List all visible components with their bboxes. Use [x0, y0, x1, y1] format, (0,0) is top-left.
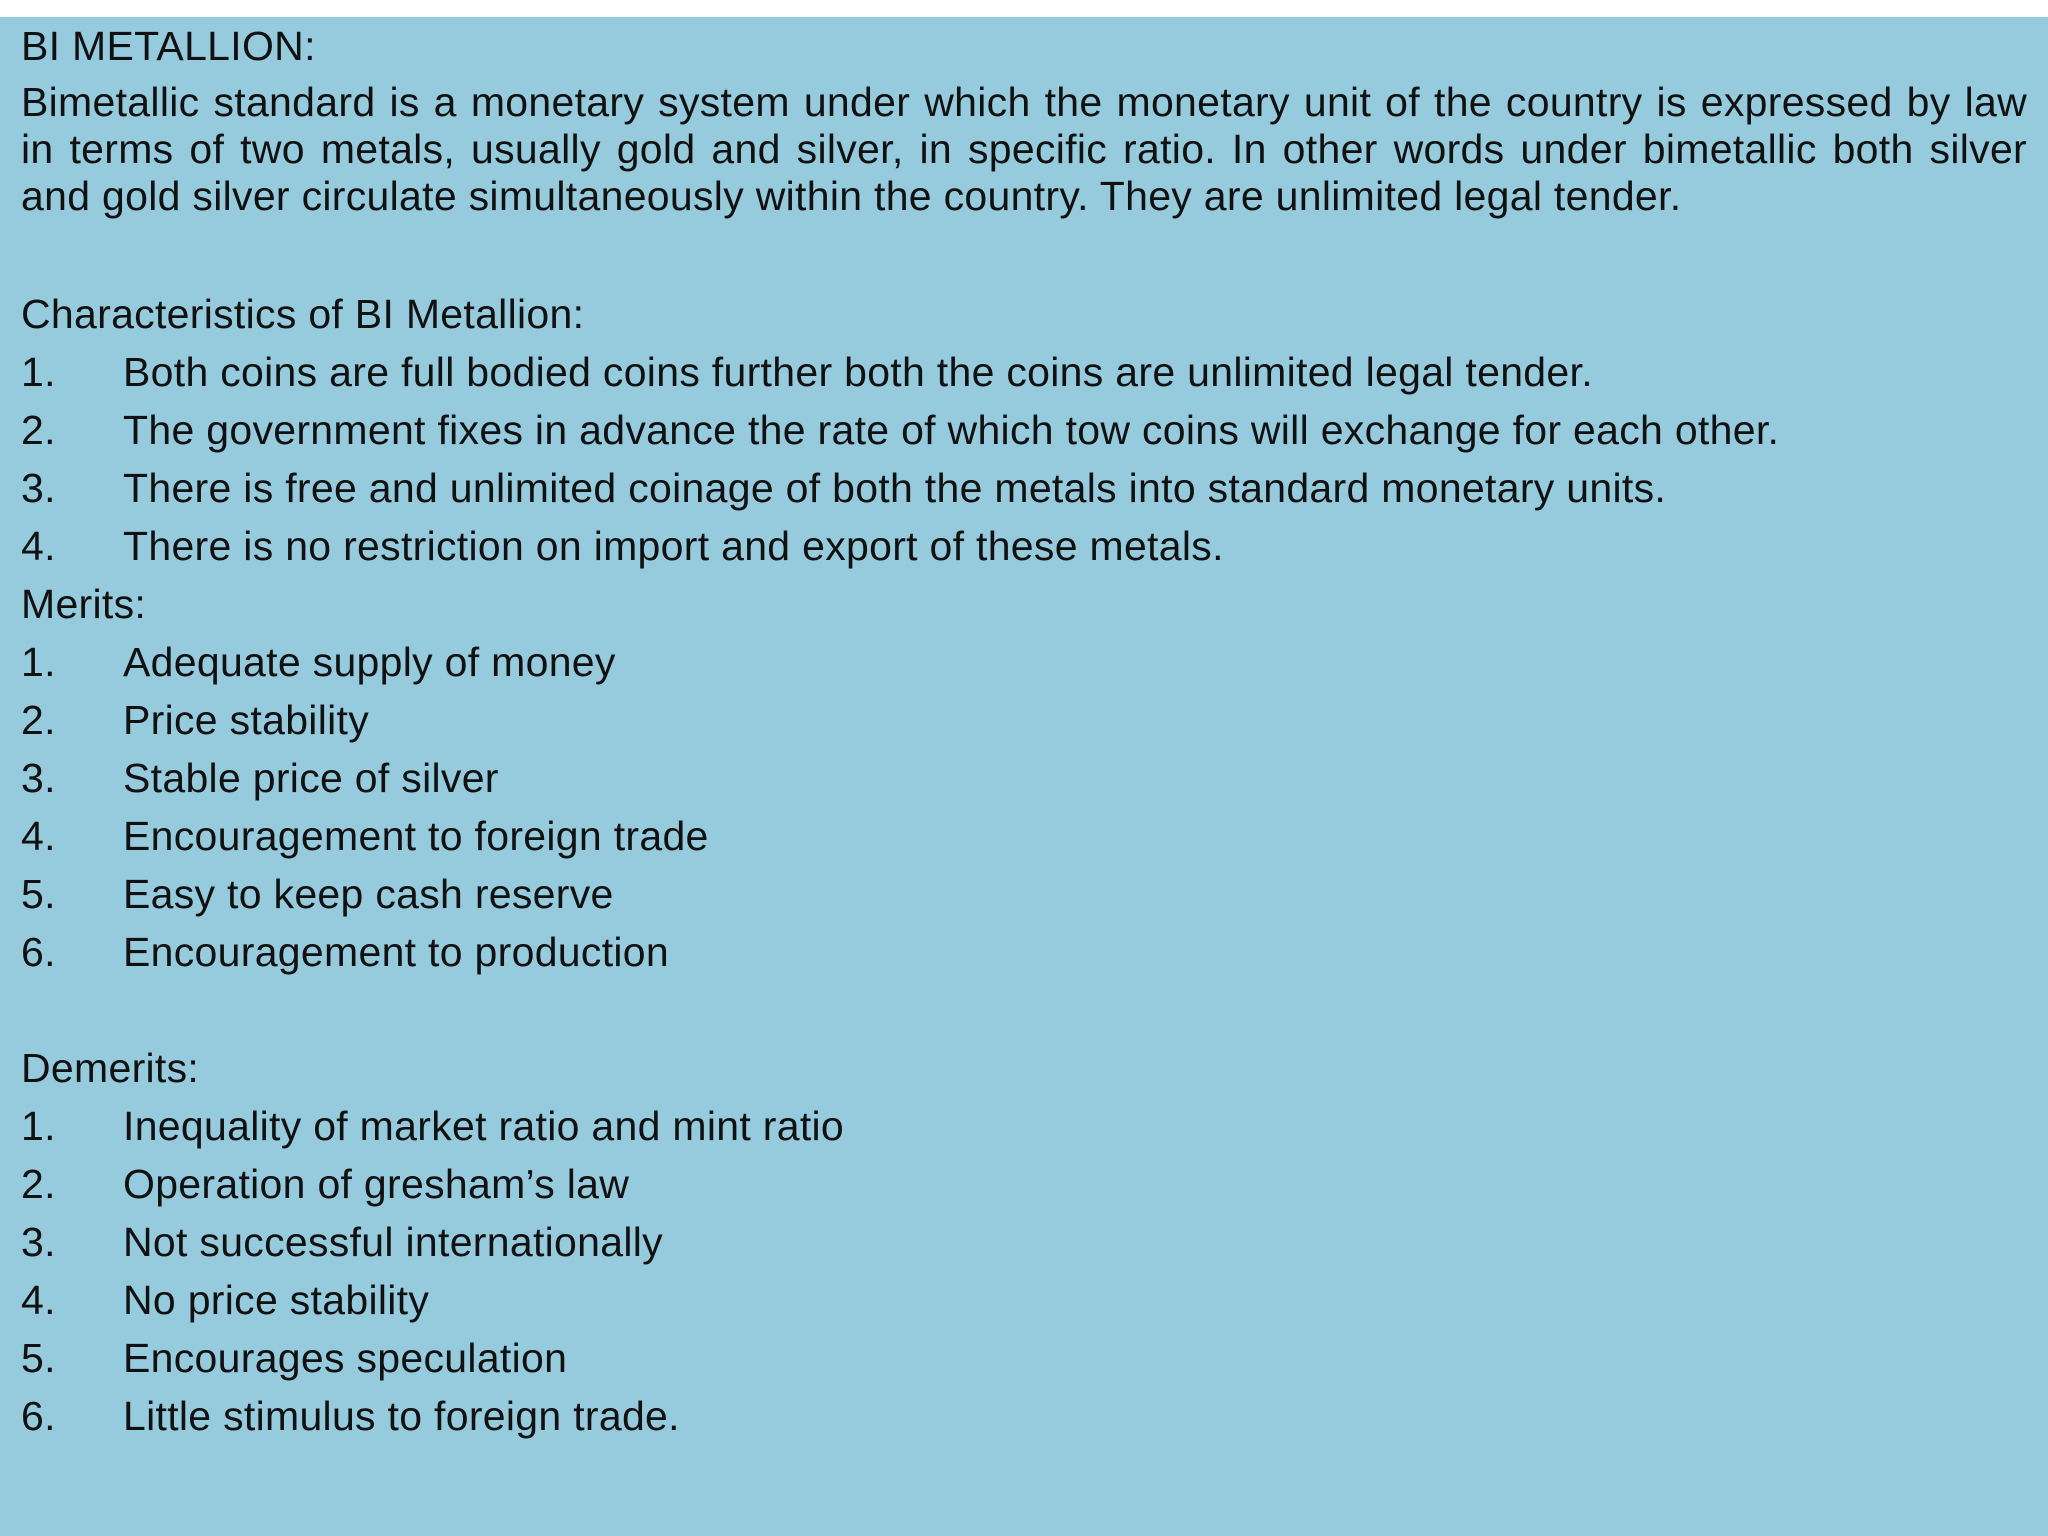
merits-list [21, 633, 2027, 981]
list-number: 6. [21, 929, 56, 975]
list-item [21, 517, 2027, 575]
list-text: There is free and unlimited coinage of both the metals into standard monetary units. [123, 465, 1667, 511]
list-item [21, 459, 2027, 517]
list-text: Operation of gresham’s law [123, 1161, 630, 1207]
list-number: 5. [21, 1335, 56, 1381]
list-item [21, 865, 2027, 923]
list-item [21, 633, 2027, 691]
list-number: 3. [21, 755, 56, 801]
demerits-list [21, 1097, 2027, 1445]
list-text: Easy to keep cash reserve [123, 871, 614, 917]
list-text: The government fixes in advance the rate of which tow coins will exchange for each other. [123, 407, 1780, 453]
list-number: 2. [21, 697, 56, 743]
list-text: Adequate supply of money [123, 639, 616, 685]
list-number: 3. [21, 465, 56, 511]
list-text: Encouragement to foreign trade [123, 813, 709, 859]
characteristics-heading: Characteristics of BI Metallion: [21, 291, 585, 337]
list-number: 2. [21, 407, 56, 453]
list-item [21, 807, 2027, 865]
list-number: 1. [21, 639, 56, 685]
slide [0, 17, 2048, 1536]
list-text: Little stimulus to foreign trade. [123, 1393, 680, 1439]
list-text: Both coins are full bodied coins further both the coins are unlimited legal tender. [123, 349, 1593, 395]
list-number: 4. [21, 1277, 56, 1323]
list-text: Inequality of market ratio and mint ratio [123, 1103, 845, 1149]
list-text: Stable price of silver [123, 755, 499, 801]
list-number: 4. [21, 523, 56, 569]
list-number: 6. [21, 1393, 56, 1439]
list-number: 4. [21, 813, 56, 859]
merits-heading: Merits: [21, 581, 147, 627]
list-item [21, 1271, 2027, 1329]
list-number: 2. [21, 1161, 56, 1207]
demerits-heading: Demerits: [21, 1045, 200, 1091]
list-item [21, 1213, 2027, 1271]
list-item [21, 923, 2027, 981]
list-item [21, 1329, 2027, 1387]
list-item [21, 401, 2027, 459]
list-text: Encouragement to production [123, 929, 670, 975]
list-text: No price stability [123, 1277, 430, 1323]
list-text: There is no restriction on import and export of these metals. [123, 523, 1224, 569]
list-number: 5. [21, 871, 56, 917]
list-item [21, 1387, 2027, 1445]
characteristics-list [21, 343, 2027, 575]
list-item [21, 691, 2027, 749]
list-item [21, 1097, 2027, 1155]
list-item [21, 343, 2027, 401]
list-number: 3. [21, 1219, 56, 1265]
list-item [21, 1155, 2027, 1213]
list-text: Not successful internationally [123, 1219, 663, 1265]
list-text: Price stability [123, 697, 370, 743]
list-number: 1. [21, 1103, 56, 1149]
intro-paragraph: Bimetallic standard is a monetary system under which the monetary unit of the country is expressed by law in terms of two metals, usually gold and silver, in specific ratio. In other words under bimetallic both silver and gold silver circulate simultaneously within the country. They are unlimited legal tender. [21, 79, 2027, 219]
list-number: 1. [21, 349, 56, 395]
slide-title: BI METALLION: [21, 23, 316, 69]
list-item [21, 749, 2027, 807]
list-text: Encourages speculation [123, 1335, 568, 1381]
